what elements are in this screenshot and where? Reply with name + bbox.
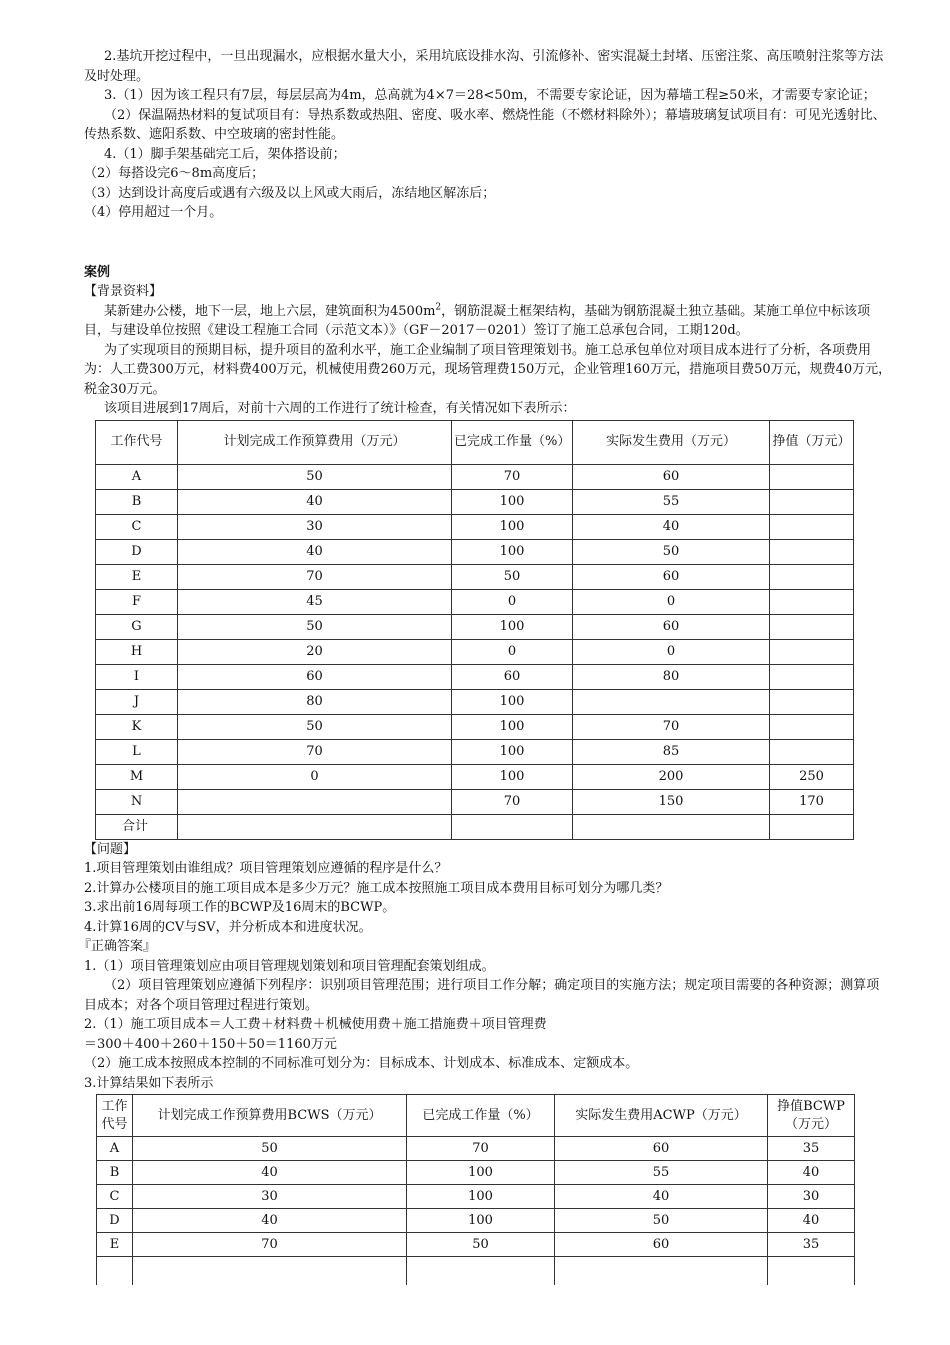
table-header: 计划完成工作预算费用BCWS（万元） xyxy=(133,1095,407,1137)
table-row xyxy=(96,614,854,639)
table-cell: 50 xyxy=(407,1233,555,1257)
question-3: 3.求出前16周每项工作的BCWP及16周末的BCWP。 xyxy=(84,900,396,915)
table-cell: 50 xyxy=(555,1209,768,1233)
table-cell: 100 xyxy=(452,739,573,764)
table-cell xyxy=(770,564,854,589)
table-cell: 100 xyxy=(452,764,573,789)
table-cell: L xyxy=(96,739,178,764)
table-cell: A xyxy=(97,1137,133,1161)
table-header-row xyxy=(96,420,854,464)
table-header: 工作代号 xyxy=(97,1095,133,1137)
table-cell: K xyxy=(96,714,178,739)
case-title: 案例 xyxy=(84,264,111,280)
table-row xyxy=(96,514,854,539)
table-row xyxy=(97,1209,855,1233)
paragraph-4-3: （3）达到设计高度后或遇有六级及以上风或大雨后，冻结地区解冻后； xyxy=(84,185,496,201)
table-cell: 70 xyxy=(178,739,452,764)
table-cell xyxy=(770,639,854,664)
table-cell: 40 xyxy=(178,539,452,564)
table-cell: 30 xyxy=(178,514,452,539)
table-row xyxy=(96,739,854,764)
table-cell: 0 xyxy=(452,589,573,614)
table-header: 挣值BCWP（万元） xyxy=(768,1095,855,1137)
table-cell xyxy=(770,739,854,764)
table-row xyxy=(96,689,854,714)
table-cell xyxy=(178,814,452,839)
table-cell: 100 xyxy=(452,489,573,514)
table-cell: E xyxy=(97,1233,133,1257)
table-cell: A xyxy=(96,464,178,489)
table-cell: 60 xyxy=(452,664,573,689)
table-cell xyxy=(407,1257,555,1286)
table-cell xyxy=(770,589,854,614)
table-cell: 50 xyxy=(178,714,452,739)
table-cell xyxy=(770,614,854,639)
question-2: 2.计算办公楼项目的施工项目成本是多少万元？施工成本按照施工项目成本费用目标可划分为哪几类？ xyxy=(84,880,669,896)
table-cell: 150 xyxy=(573,789,770,814)
table-cell xyxy=(573,814,770,839)
table-total-row xyxy=(96,814,854,839)
table-cell: I xyxy=(96,664,178,689)
question-1: 1.项目管理策划由谁组成？项目管理策划应遵循的程序是什么？ xyxy=(84,861,448,876)
table-header: 已完成工作量（%） xyxy=(407,1095,555,1137)
table-cell: D xyxy=(97,1209,133,1233)
table-row xyxy=(96,639,854,664)
table-cell: F xyxy=(96,589,178,614)
table-cell: 70 xyxy=(133,1233,407,1257)
table-cell xyxy=(770,689,854,714)
table-cell: 100 xyxy=(452,689,573,714)
table-cell: 30 xyxy=(133,1185,407,1209)
table-cell: 70 xyxy=(178,564,452,589)
answer-2-1: 2.（1）施工项目成本＝人工费＋材料费＋机械使用费＋施工措施费＋项目管理费 xyxy=(84,1017,547,1032)
table-cell: H xyxy=(96,639,178,664)
questions-heading: 【问题】 xyxy=(84,841,137,857)
table-row xyxy=(96,464,854,489)
paragraph-4-1: 4.（1）脚手架基础完工后，架体搭设前； xyxy=(104,146,346,162)
table-cell: 40 xyxy=(555,1185,768,1209)
answer-1-2: （2）项目管理策划应遵循下列程序：识别项目管理范围；进行项目工作分解；确定项目的实施方法；规定项目需要的各种资源；测算项目成本；对各个项目管理过程进行策划。 xyxy=(84,978,880,1013)
table-cell: 100 xyxy=(407,1161,555,1185)
table-cell xyxy=(770,489,854,514)
table-row xyxy=(97,1137,855,1161)
table-row xyxy=(96,564,854,589)
table-cell: C xyxy=(96,514,178,539)
paragraph-4-2: （2）每搭设完6～8m高度后； xyxy=(84,166,265,181)
table-cell: 200 xyxy=(573,764,770,789)
table-cell: 50 xyxy=(178,614,452,639)
background-heading: 【背景资料】 xyxy=(84,284,163,299)
table-cell: 40 xyxy=(768,1161,855,1185)
table-cell: 50 xyxy=(178,464,452,489)
table-cell xyxy=(178,789,452,814)
table-row xyxy=(97,1161,855,1185)
table-cell: 40 xyxy=(133,1161,407,1185)
table-cell: 50 xyxy=(133,1137,407,1161)
table-cell xyxy=(768,1257,855,1286)
table-cell xyxy=(97,1257,133,1286)
table-cell: E xyxy=(96,564,178,589)
table-cell: N xyxy=(96,789,178,814)
background-paragraph-1: 某新建办公楼，地下一层，地上六层，建筑面积为$4500m^2$，钢筋混凝土框架结构，基础为钢筋混凝土独立基础。某施工单位中标该项目，与建设单位按照《建设工程施工合同（示范文本）》（GF－2017－0201）签订了施工总承包合同，工期120d。 xyxy=(84,302,871,338)
table-cell xyxy=(770,714,854,739)
answer-3: 3.计算结果如下表所示 xyxy=(84,1075,214,1091)
table-cell: 250 xyxy=(770,764,854,789)
table-cell xyxy=(573,689,770,714)
table-cell xyxy=(452,814,573,839)
table-row xyxy=(96,714,854,739)
result-table xyxy=(96,1094,855,1285)
table-cell: 100 xyxy=(407,1185,555,1209)
table-row xyxy=(97,1185,855,1209)
background-paragraph-3: 该项目进展到17周后，对前十六周的工作进行了统计检查，有关情况如下表所示： xyxy=(104,401,576,416)
table-cell: 40 xyxy=(768,1209,855,1233)
table-cell: 50 xyxy=(452,564,573,589)
table-row xyxy=(96,764,854,789)
table-cell: C xyxy=(97,1185,133,1209)
paragraph-3-1: 3.（1）因为该工程只有7层，每层层高为4m，总高就为4×7＝28<50m，不需要专家论证，因为幕墙工程≥50米，才需要专家论证； xyxy=(104,88,876,103)
table-cell: 100 xyxy=(452,539,573,564)
table-cell: 55 xyxy=(555,1161,768,1185)
table-row xyxy=(96,589,854,614)
table-cell: 60 xyxy=(178,664,452,689)
table-cell: 40 xyxy=(133,1209,407,1233)
table-header: 挣值（万元） xyxy=(770,420,854,464)
table-cell xyxy=(770,539,854,564)
table-cell: B xyxy=(97,1161,133,1185)
answer-2-2: ＝300＋400＋260＋150＋50＝1160万元 xyxy=(84,1036,337,1052)
table-cell: 70 xyxy=(407,1137,555,1161)
table-row xyxy=(96,789,854,814)
table-cell: 60 xyxy=(555,1137,768,1161)
table-cell: 70 xyxy=(573,714,770,739)
table-row-partial xyxy=(97,1257,855,1286)
table-cell: 35 xyxy=(768,1233,855,1257)
table-cell: 20 xyxy=(178,639,452,664)
table-header: 计划完成工作预算费用（万元） xyxy=(178,420,452,464)
table-cell xyxy=(770,514,854,539)
table-total-label: 合计 xyxy=(96,814,178,839)
table-cell: 50 xyxy=(573,539,770,564)
table-header-row xyxy=(97,1095,855,1137)
table-cell: 40 xyxy=(573,514,770,539)
table-cell: D xyxy=(96,539,178,564)
table-cell: B xyxy=(96,489,178,514)
question-4: 4.计算16周的CV与SV，并分析成本和进度状况。 xyxy=(84,919,372,935)
table-cell: G xyxy=(96,614,178,639)
table-cell xyxy=(770,814,854,839)
table-header: 实际发生费用（万元） xyxy=(573,420,770,464)
table-cell: 60 xyxy=(573,614,770,639)
table-cell: 40 xyxy=(178,489,452,514)
paragraph-2: 2.基坑开挖过程中，一旦出现漏水，应根据水量大小，采用坑底设排水沟、引流修补、密实混凝土封堵、压密注浆、高压喷射注浆等方法及时处理。 xyxy=(84,49,884,84)
table-cell: 35 xyxy=(768,1137,855,1161)
table-cell: 60 xyxy=(555,1233,768,1257)
table-cell xyxy=(555,1257,768,1286)
table-row xyxy=(96,664,854,689)
table-cell xyxy=(133,1257,407,1286)
table-row xyxy=(96,539,854,564)
table-header: 工作代号 xyxy=(96,420,178,464)
table-cell: 0 xyxy=(178,764,452,789)
table-cell: 85 xyxy=(573,739,770,764)
table-cell: 170 xyxy=(770,789,854,814)
table-cell: 45 xyxy=(178,589,452,614)
table-cell: 80 xyxy=(178,689,452,714)
paragraph-3-2: （2）保温隔热材料的复试项目有：导热系数或热阻、密度、吸水率、燃烧性能（不燃材料除外）；幕墙玻璃复试项目有：可见光透射比、传热系数、遮阳系数、中空玻璃的密封性能。 xyxy=(84,107,886,142)
table-cell: 60 xyxy=(573,464,770,489)
paragraph-4-4: （4）停用超过一个月。 xyxy=(84,205,223,220)
table-header: 已完成工作量（%） xyxy=(452,420,573,464)
table-cell: 100 xyxy=(407,1209,555,1233)
table-cell: 70 xyxy=(452,789,573,814)
table-cell: 100 xyxy=(452,614,573,639)
table-row xyxy=(97,1233,855,1257)
table-cell: 100 xyxy=(452,714,573,739)
table-header: 实际发生费用ACWP（万元） xyxy=(555,1095,768,1137)
background-paragraph-2: 为了实现项目的预期目标，提升项目的盈利水平，施工企业编制了项目管理策划书。施工总承包单位对项目成本进行了分析，各项费用为：人工费300万元，材料费400万元，机械使用费260万元，现场管理费150万元，企业管理160万元，措施项目费50万元，规费40万元，税金30万元。 xyxy=(84,342,892,397)
table-cell: 0 xyxy=(573,639,770,664)
table-cell: M xyxy=(96,764,178,789)
table-cell: 100 xyxy=(452,514,573,539)
answer-1-1: 1.（1）项目管理策划应由项目管理规划策划和项目管理配套策划组成。 xyxy=(84,958,495,974)
table-cell xyxy=(770,664,854,689)
table-cell: J xyxy=(96,689,178,714)
table-cell xyxy=(770,464,854,489)
table-row xyxy=(96,489,854,514)
progress-table xyxy=(95,420,854,840)
table-cell: 80 xyxy=(573,664,770,689)
answer-2-3: （2）施工成本按照成本控制的不同标准可划分为：目标成本、计划成本、标准成本、定额成本。 xyxy=(84,1056,639,1071)
table-cell: 55 xyxy=(573,489,770,514)
table-cell: 60 xyxy=(573,564,770,589)
answers-heading: 『正确答案』 xyxy=(78,939,157,954)
table-cell: 70 xyxy=(452,464,573,489)
table-cell: 0 xyxy=(573,589,770,614)
table-cell: 30 xyxy=(768,1185,855,1209)
table-cell: 0 xyxy=(452,639,573,664)
document-page xyxy=(78,47,892,1285)
